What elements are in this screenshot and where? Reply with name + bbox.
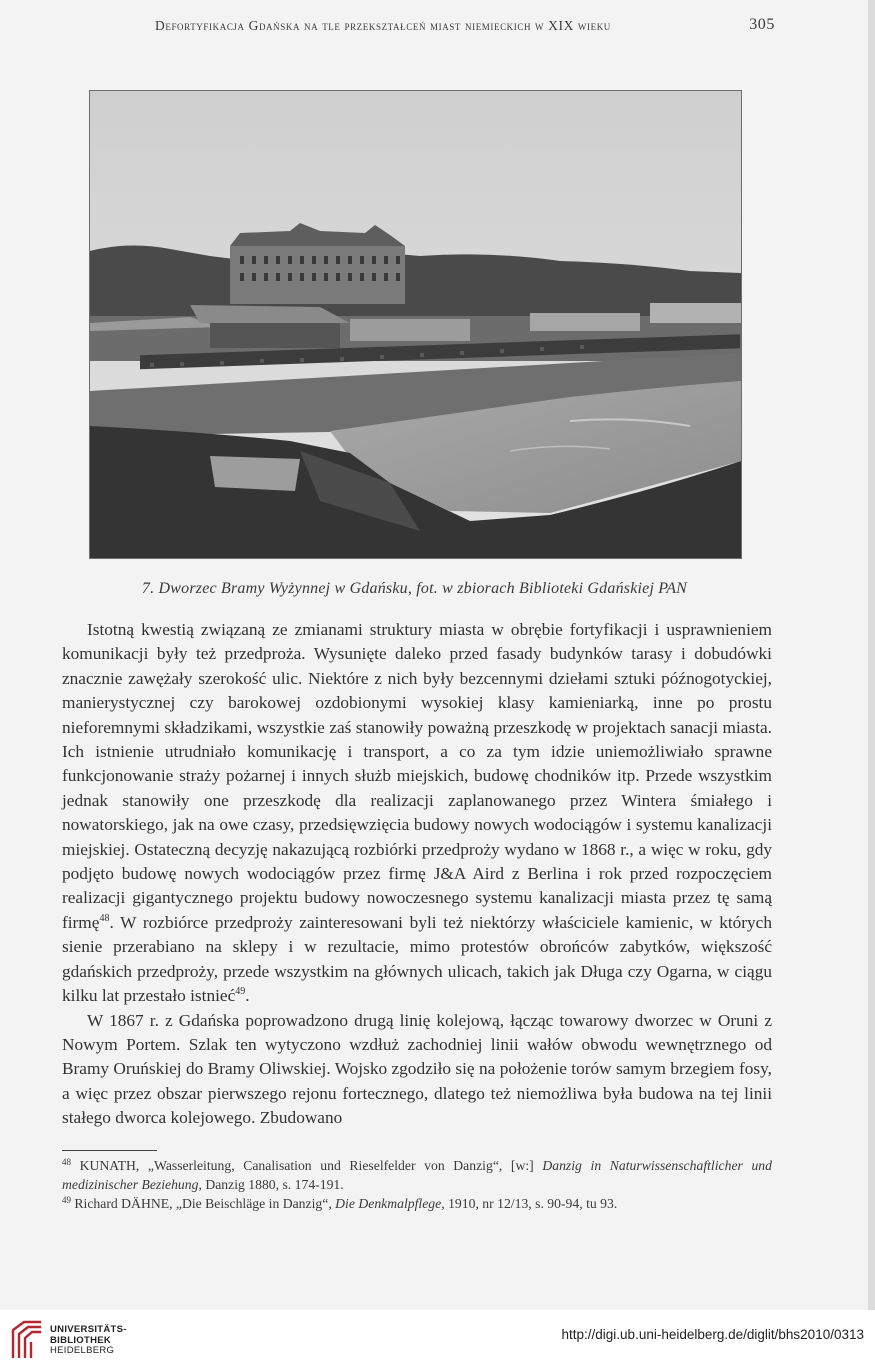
source-url-link[interactable]: http://digi.ub.uni-heidelberg.de/diglit/bhs2010/0313 xyxy=(561,1327,864,1342)
railway-station-photo xyxy=(90,91,741,558)
page-edge xyxy=(868,0,875,1310)
footnotes xyxy=(62,1156,772,1213)
library-logo-text: UNIVERSITÄTS- BIBLIOTHEK HEIDELBERG xyxy=(50,1324,127,1356)
figure-caption: 7. Dworzec Bramy Wyżynnej w Gdańsku, fot. w zbiorach Biblioteki Gdańskiej PAN xyxy=(141,580,688,597)
footer-bar xyxy=(0,1310,875,1372)
footnote-rule xyxy=(62,1150,157,1151)
footnote-49: $^{49}$ Richard DÄHNE, „Die Beischläge in Danzig“, Die Denkmalpflege, 1910, nr 12/13, s. 90-94, tu 93. xyxy=(62,1195,618,1211)
page-number: 305 xyxy=(749,16,775,33)
photograph xyxy=(89,90,742,559)
footnote-48: $^{48}$ KUNATH, „Wasserleitung, Canalisation und Rieselfelder von Danzig“, [w:] Danzig in Naturwissenschaftlicher und medizinischer Beziehung, Danzig 1880, s. 174-191. xyxy=(62,1157,772,1192)
running-title: Defortyfikacja Gdańska na tle przekształceń miast niemieckich w XIX wieku xyxy=(155,18,611,33)
paragraph-2: W 1867 r. z Gdańska poprowadzono drugą linię kolejową, łącząc towarowy dworzec w Oruni z Nowym Portem. Szlak ten wytyczono wzdłuż zachodniej linii wałów obwodu wewnętrznego od Bramy Oruńskiej do Bramy Oliwskiej. Wojsko zgodziło się na położenie torów samym brzegiem fosy, a więc przez obszar pierwszego rejonu fortecznego, dlatego też niemożliwa była budowa na tej linii stałego dworca kolejowego. Zbudowano xyxy=(62,1010,772,1128)
footnote-ref-49[interactable]: 49 xyxy=(235,986,246,998)
paragraph-1: Istotną kwestią związaną ze zmianami struktury miasta w obrębie fortyfikacji i usprawnieniem komunikacji były też przedproża. Wysunięte daleko przed fasady budynków tarasy i dobudówki znacznie zawężały szerokość ulic. Niektóre z nich były bezcennymi dziełami sztuki późnogotyckiej, manierystycznej czy barokowej ozdobionymi wysokiej klasy kamieniarką, inne po prostu nieforemnymi składzikami, wszystkie zaś stanowiły poważną przeszkodę w projektach sanacji miasta. Ich istnienie utrudniało komunikację i transport, a co za tym idzie uniemożliwiało sprawne funkcjonowanie straży pożarnej i innych służb miejskich, budowę chodników itp. Przede wszystkim jednak stanowiły one przeszkodę dla realizacji zaplanowanego przez Wintera śmiałego i nowatorskiego, jak na owe czasy, przedsięwzięcia budowy nowych wodociągów i systemu kanalizacji miejskiej. Ostateczną decyzję nakazującą rozbiórki przedproży wydano w 1868 r., a więc w roku, gdy podjęto budowę nowych wodociągów przez firmę J&A Aird z Berlina i rok przed rozpoczęciem realizacji gigantycznego projektu budowy nowoczesnego systemu kanalizacji miasta przez tę samą firmę$^{48}$. W rozbiórce przedproży zainteresowani byli też niektórzy właściciele kamienic, w których sienie przerabiano na sklepy i w rezultacie, mimo protestów obrońców zabytków, większość gdańskich przedproży, przede wszystkim na głównych ulicach, takich jak Długa czy Ogarna, w ciągu kilku lat przestało istnieć$^{49}$. xyxy=(62,620,772,1006)
ub-heidelberg-logo-icon[interactable] xyxy=(10,1318,44,1362)
main-text xyxy=(62,618,772,1131)
footnote-ref-48[interactable]: 48 xyxy=(99,912,110,924)
